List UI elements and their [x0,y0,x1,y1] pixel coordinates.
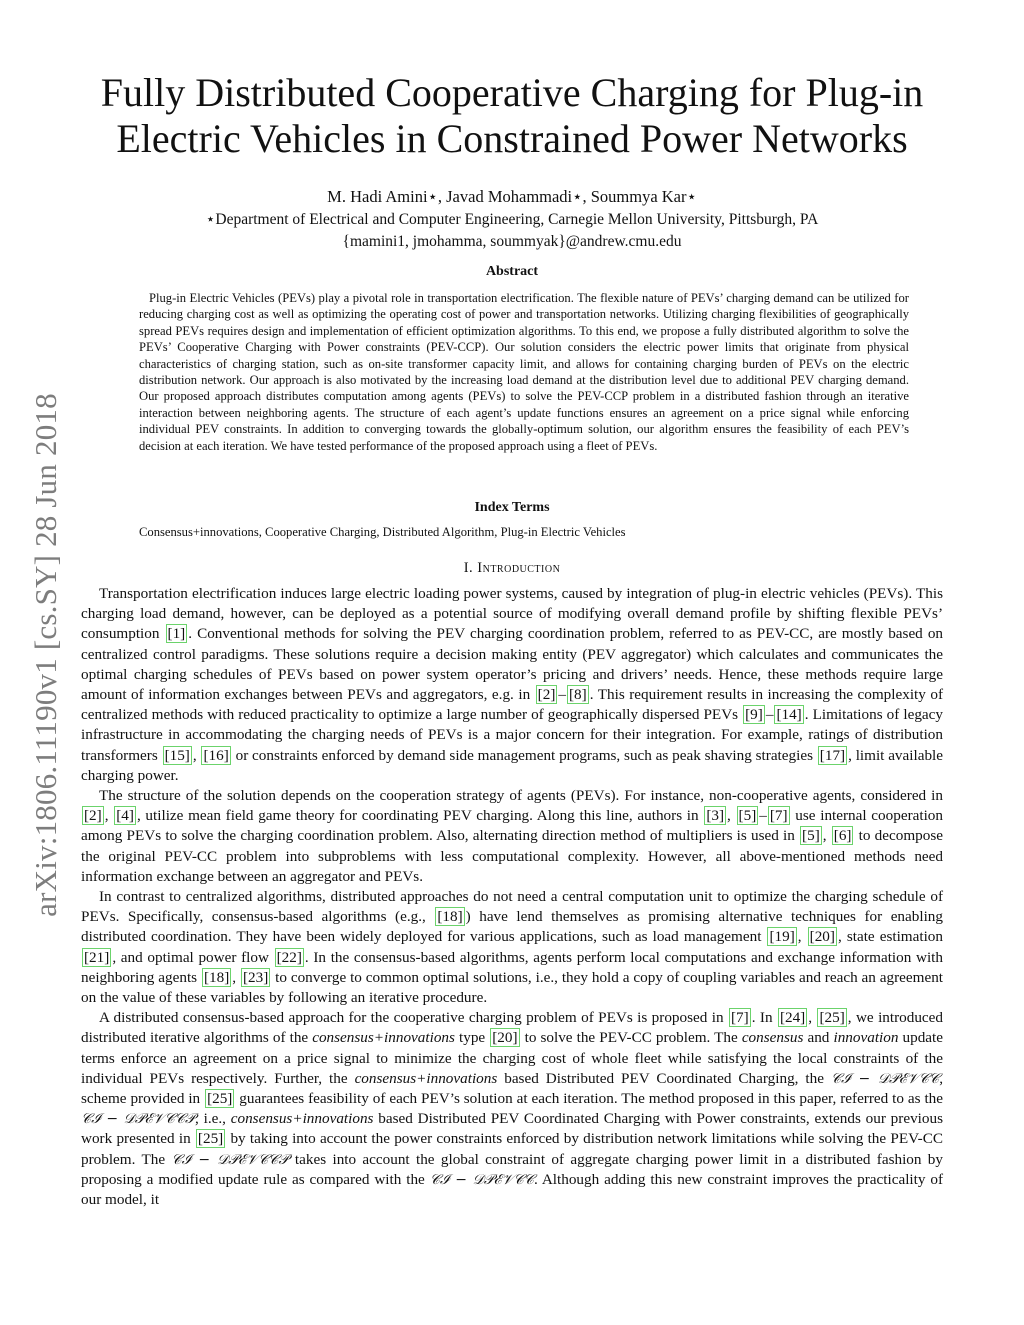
index-terms-text: Consensus+innovations, Cooperative Charging, Distributed Algorithm, Plug-in Electric Vehicles [139,525,626,539]
title-line-1: Fully Distributed Cooperative Charging for Plug-in [100,70,924,115]
citation-link[interactable]: [5] [802,827,820,845]
citation-link[interactable]: [1] [167,625,186,643]
text-run: , [192,746,201,764]
text-run: takes into account the global constraint of aggregate charging power limit in a distributed fashion by proposing a modified update rule as compared with the [81,1150,943,1188]
citation-link[interactable]: [8] [568,686,587,704]
citation-link[interactable]: [23] [242,968,269,986]
text-run: . In [751,1009,777,1027]
author-emails: {mamini1, jmohamma, soummyak}@andrew.cmu.edu [342,233,682,250]
citation-link[interactable]: [25] [207,1090,233,1108]
citation-link[interactable]: [20] [809,928,835,946]
paragraph-2 [81,786,943,887]
paragraph-1 [81,584,943,786]
text-run: , scheme provided in [81,1069,944,1108]
text-run: – [765,706,774,724]
text-run: . Limitations of legacy infrastructure in accommodating the charging needs of PEVs is a major concern for their integration. For example, ratings of distribution transformers [81,706,943,764]
text-run: ) have lend themselves as promising alternative techniques for enabling distributed coordination. They have been widely deployed for various applications, such as load management [81,908,943,946]
text-run: – [558,686,566,704]
text-run: type [454,1029,490,1047]
text-run: . Conventional methods for solving the PEV charging coordination problem, referred to as PEV-CC, are mostly based on centralized control paradigms. These solutions require a decision making entity (PEV aggregator) which calculates and communicates the optimal charging schedules of PEVs based on power system operator’s pricing and drivers’ needs. Hence, these methods require large amount of information exchanges between PEVs and aggregators, e.g. in [81,625,944,704]
text-run: . In the consensus-based algorithms, agents perform local computations and exchange information with neighboring agents [81,948,943,986]
text-run: , limit available charging power. [81,746,944,784]
citation-link[interactable]: [2] [537,686,556,704]
citation-link[interactable]: [17] [819,746,846,764]
text-run: to solve the PEV-CC problem. The [520,1029,742,1047]
citation-link[interactable]: [24] [779,1009,806,1027]
citation-link[interactable]: [22] [276,948,302,966]
text-run: , [808,1009,817,1027]
text-run: The structure of the solution depends on the cooperation strategy of agents (PEVs). For instance, non-cooperative agents, considered in [99,787,943,805]
citation-link[interactable]: [7] [730,1009,749,1027]
text-run: , and optimal power flow [112,948,274,966]
citation-link[interactable]: [18] [203,968,230,986]
text-run: , utilize mean field game theory for coordinating PEV charging. Along this line, authors in [136,807,704,825]
text-run: , [727,807,736,825]
citation-link[interactable]: [20] [492,1029,518,1047]
math-symbol: 𝒞ℐ − 𝒟𝒫ℰ𝒱𝒞𝒞 [830,1070,940,1087]
text-run: , we introduced distributed iterative algorithms of the [81,1009,944,1047]
text-run: based Distributed PEV Coordinated Charging, the [497,1069,831,1087]
text-run: , [797,928,807,946]
emphasis-term: consensus+innovations [230,1110,374,1128]
citation-link[interactable]: [9] [745,706,763,724]
text-run: to decompose the original PEV-CC problem into subproblems with less computational complexity. However, all above-mentioned methods need information exchange between an aggregator and PEVs. [81,827,944,885]
text-run: use internal cooperation among PEVs to solve the charging coordination problem. Also, alternating direction method of multipliers is used in [81,807,943,845]
paragraph-4 [81,1008,943,1210]
text-run: by taking into account the power constraints enforced by distribution network limitations while solving the PEV-CC problem. The [81,1130,943,1168]
math-symbol: 𝒞ℐ − 𝒟𝒫ℰ𝒱𝒞𝒞 [429,1171,534,1188]
emphasis-term: consensus+innovations [354,1069,498,1087]
citation-link[interactable]: [18] [437,908,463,926]
citation-link[interactable]: [3] [706,807,725,825]
text-run: and [803,1029,834,1047]
title-line-2: Electric Vehicles in Constrained Power Networks [116,116,908,161]
citation-link[interactable]: [4] [116,807,134,825]
text-run: update terms enforce an agreement on a price signal to minimize the charging cost of whole fleet while satisfying the local constraints of the individual PEVs respectively. Further, the [81,1029,944,1087]
paper-title [80,70,944,162]
text-run: , i.e., [195,1110,231,1128]
arxiv-identifier-stamp: arXiv:1806.11190v1 [cs.SY] 28 Jun 2018 [28,393,63,917]
emphasis-term: innovation [833,1029,899,1047]
text-run: based Distributed PEV Coordinated Charging with Power constraints, extends our previous work presented in [81,1110,943,1148]
text-run: , [232,968,240,986]
index-terms-heading: Index Terms [474,500,550,515]
text-run: , state estimation [837,928,943,946]
emphasis-term: consensus+innovations [312,1029,455,1047]
emphasis-term: consensus [741,1029,804,1047]
text-run: In contrast to centralized algorithms, distributed approaches do not need a central computation unit to optimize the charging schedule of PEVs. Specifically, consensus-based algorithms (e.g., [81,888,943,926]
paragraph-3 [81,887,943,1008]
text-run: to converge to common optimal solutions, i.e., they hold a copy of coupling variables and reach an agreement on the value of these variables by following an iterative procedure. [81,968,944,1007]
text-run: . This requirement results in increasing the complexity of centralized methods with reduced practicality to optimize a large number of geographically dispersed PEVs [81,686,944,724]
introduction-body [81,584,943,1210]
citation-link[interactable]: [6] [833,827,852,845]
text-run: – [759,807,767,825]
citation-link[interactable]: [15] [164,746,190,764]
math-symbol: 𝒞ℐ − 𝒟𝒫ℰ𝒱𝒞𝒞𝒫 [171,1151,289,1168]
citation-link[interactable]: [7] [769,807,788,825]
citation-link[interactable]: [21] [84,948,110,966]
abstract-heading: Abstract [485,264,539,279]
citation-link[interactable]: [16] [203,746,229,764]
citation-link[interactable]: [14] [776,706,802,724]
author-list: M. Hadi Amini⋆, Javad Mohammadi⋆, Soummya Kar⋆ [327,187,697,206]
math-symbol: 𝒞ℐ − 𝒟𝒫ℰ𝒱𝒞𝒞𝒫 [81,1111,196,1128]
citation-link[interactable]: [2] [84,807,102,825]
text-run: or constraints enforced by demand side management programs, such as peak shaving strategies [231,746,817,764]
citation-link[interactable]: [5] [738,807,757,825]
text-run: . Although adding this new constraint improves the practicality of our model, it [81,1170,944,1209]
citation-link[interactable]: [19] [769,928,795,946]
section-heading-introduction: I. Introduction [463,560,561,576]
affiliation: ⋆Department of Electrical and Computer Engineering, Carnegie Mellon University, Pittsburgh, PA [205,211,819,228]
citation-link[interactable]: [25] [819,1009,845,1027]
text-run: , [104,807,114,825]
text-run: Transportation electrification induces large electric loading power systems, caused by integration of plug-in electric vehicles (PEVs). This charging load demand, however, can be deployed as a potential source of modifying overall demand profile by shifting flexible PEVs’ consumption [81,585,943,643]
text-run: , [822,827,831,845]
citation-link[interactable]: [25] [197,1130,224,1148]
text-run: guarantees feasibility of each PEV’s solution at each iteration. The method proposed in this paper, referred to as the [235,1090,943,1108]
abstract-text: Plug-in Electric Vehicles (PEVs) play a pivotal role in transportation electrification. The flexible nature of PEVs’ charging demand can be utilized for reducing charging cost as well as optimizing the operating cost of power and transportation networks. Utilizing charging flexibilities of geographically spread PEVs requires design and implementation of efficient optimization algorithms. To this end, we propose a fully distributed algorithm to solve the PEVs’ Cooperative Charging with Power constraints (PEV-CCP). Our solution considers the electric power limits that originate from physical characteristics of charging station, such as on-site transformer capacity limit, and allows for containing charging burden of PEVs on the electric distribution network. Our approach is also motivated by the increasing load demand at the distribution level due to additional PEV charging demand. Our proposed approach distributes computation among agents (PEVs) to solve the PEV-CCP problem in a distributed fashion through an iterative interaction between neighboring agents. The structure of each agent’s update functions ensures an agreement on a price signal while enforcing individual PEV constraints. In addition to converging towards the globally-optimum solution, our algorithm ensures the feasibility of each PEV’s decision at each iteration. We have tested performance of the proposed approach using a fleet of PEVs. [139,291,909,453]
text-run: A distributed consensus-based approach for the cooperative charging problem of PEVs is proposed in [99,1009,728,1027]
